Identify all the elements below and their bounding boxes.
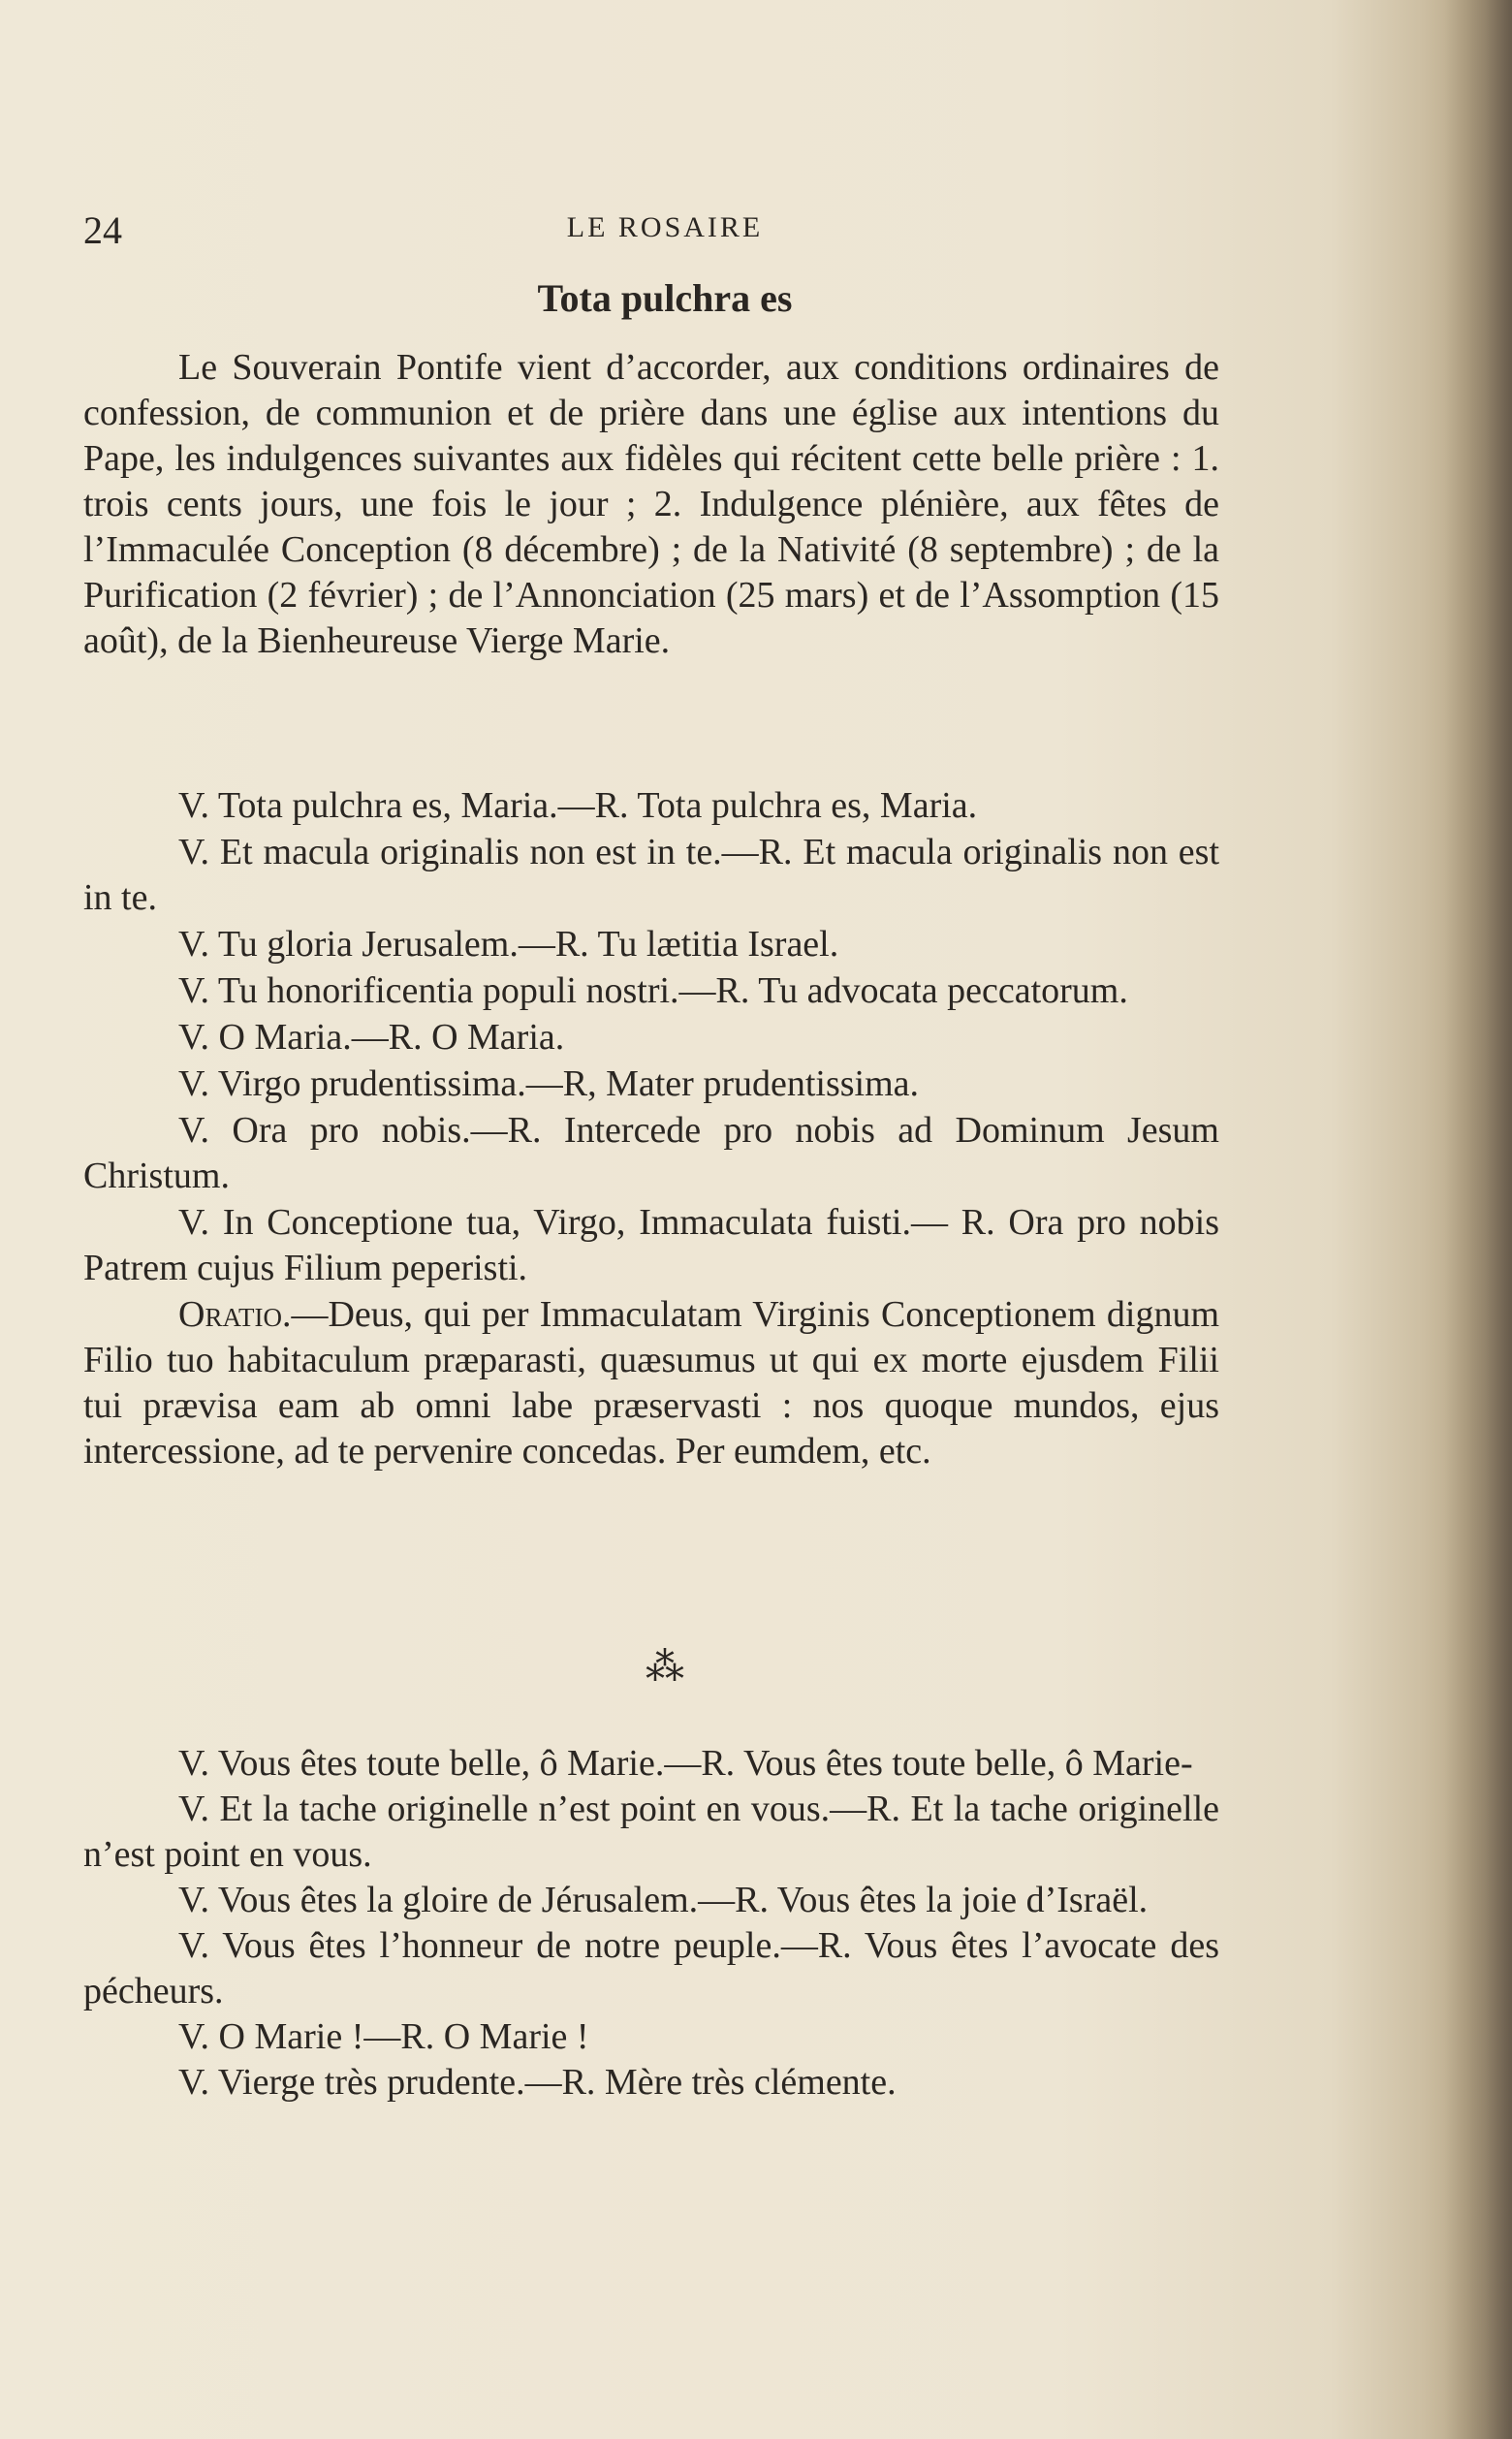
asterism-separator: ⁂ xyxy=(646,1645,684,1689)
latin-line: V. In Conceptione tua, Virgo, Immaculata fuisti.— R. Ora pro nobis Patrem cujus Filium peperisti. xyxy=(83,1202,1219,1288)
latin-line: V. O Maria.—R. O Maria. xyxy=(178,1017,565,1058)
french-line: V. Vous êtes toute belle, ô Marie.—R. Vous êtes toute belle, ô Marie- xyxy=(178,1743,1193,1784)
latin-line: V. Et macula originalis non est in te.—R. Et macula originalis non est in te. xyxy=(83,832,1219,918)
french-line: V. Vous êtes la gloire de Jérusalem.—R. Vous êtes la joie d’Israël. xyxy=(178,1880,1149,1920)
page-number: 24 xyxy=(83,208,122,252)
french-line: V. Et la tache originelle n’est point en vous.—R. Et la tache originelle n’est point en vous. xyxy=(83,1789,1219,1875)
oratio-label: Oratio. xyxy=(178,1294,292,1335)
latin-line: V. Virgo prudentissima.—R, Mater prudentissima. xyxy=(178,1063,920,1104)
oratio-text: —Deus, qui per Immaculatam Virginis Conceptionem dignum Filio tuo habitaculum præparasti, quæsumus ut qui ex morte ejusdem Filii tui prævisa eam ab omni labe præservasti : nos quoque mundos, ejus intercessione, ad te pervenire concedas. Per eumdem, etc. xyxy=(83,1294,1219,1472)
oratio-paragraph xyxy=(83,1292,1219,1474)
latin-prayer xyxy=(83,783,1219,1475)
page-gutter-shadow xyxy=(1444,0,1512,2439)
latin-line: V. Tota pulchra es, Maria.—R. Tota pulchra es, Maria. xyxy=(178,785,978,826)
page-header xyxy=(83,207,1246,256)
running-head: LE ROSAIRE xyxy=(566,211,764,243)
french-line: V. Vierge très prudente.—R. Mère très clémente. xyxy=(178,2062,897,2103)
section-title: Tota pulchra es xyxy=(537,276,793,320)
french-line: V. O Marie !—R. O Marie ! xyxy=(178,2016,589,2057)
latin-line: V. Tu honorificentia populi nostri.—R. Tu advocata peccatorum. xyxy=(178,970,1128,1011)
latin-line: V. Tu gloria Jerusalem.—R. Tu lætitia Israel. xyxy=(178,924,839,965)
intro-paragraph xyxy=(83,345,1219,664)
french-line: V. Vous êtes l’honneur de notre peuple.—R. Vous êtes l’avocate des pécheurs. xyxy=(83,1925,1219,2011)
french-prayer xyxy=(83,1741,1219,2106)
intro-text: Le Souverain Pontife vient d’accorder, aux conditions ordinaires de confession, de communion et de prière dans une église aux intentions du Pape, les indulgences suivantes aux fidèles qui récitent cette belle prière : 1. trois cents jours, une fois le jour ; 2. Indulgence plénière, aux fêtes de l’Immaculée Conception (8 décembre) ; de la Nativité (8 septembre) ; de la Purification (2 février) ; de l’Annonciation (25 mars) et de l’Assomption (15 août), de la Bienheureuse Vierge Marie. xyxy=(83,347,1219,661)
latin-line: V. Ora pro nobis.—R. Intercede pro nobis ad Dominum Jesum Christum. xyxy=(83,1110,1219,1196)
